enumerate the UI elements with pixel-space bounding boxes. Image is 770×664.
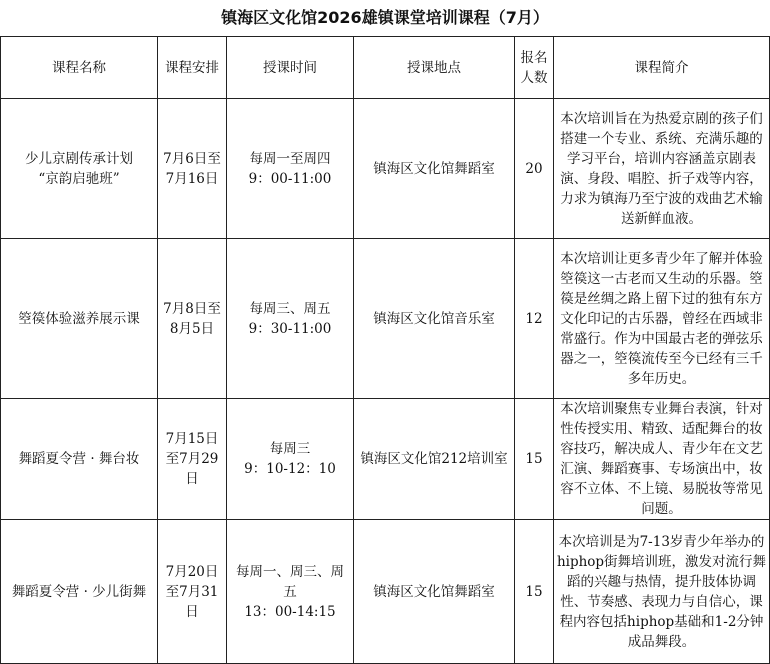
course-name-line: 少儿京剧传承计划 [25, 150, 133, 167]
table-row [1, 520, 770, 664]
header-enrollment [515, 37, 554, 99]
schedule-line: 7月16日 [165, 170, 219, 187]
location-cell: 镇海区文化馆212培训室 [354, 399, 515, 520]
schedule-line: 7月20日 [165, 563, 219, 580]
schedule-line: 7月6日至 [163, 150, 221, 167]
table-row [1, 239, 770, 399]
enrollment-cell: 20 [515, 99, 554, 239]
course-name-cell [1, 520, 158, 664]
table-header-row [1, 37, 770, 99]
intro-cell: 本次培训旨在为热爱京剧的孩子们搭建一个专业、系统、充满乐趣的学习平台，培训内容涵盖京剧表演、身段、唱腔、折子戏等内容，力求为镇海乃至宁波的戏曲艺术输送新鲜血液。 [554, 99, 770, 239]
schedule-line: 7月8日至 [163, 300, 221, 317]
schedule-line: 8月5日 [169, 320, 215, 337]
time-line: 9：30-11:00 [248, 320, 332, 337]
schedule-line: 7月15日 [165, 431, 219, 447]
time-line: 9：10-12：10 [244, 461, 336, 477]
time-line: 9：00-11:00 [248, 170, 332, 187]
header-schedule: 课程安排 [158, 37, 227, 99]
schedule-cell [158, 399, 227, 520]
course-name-line: 箜篌体验滋养展示课 [18, 310, 140, 327]
schedule-cell [158, 520, 227, 664]
time-line: 每周一、周三、周 [236, 563, 344, 580]
time-cell [227, 239, 354, 399]
time-line: 13：00-14:15 [244, 603, 336, 620]
time-line: 每周三、周五 [249, 300, 331, 317]
location-cell: 镇海区文化馆音乐室 [354, 239, 515, 399]
course-name-line: “京韵启驰班” [38, 170, 120, 187]
course-table [0, 36, 770, 664]
schedule-cell [158, 239, 227, 399]
schedule-line: 日 [185, 603, 199, 620]
intro-cell: 本次培训聚焦专业舞台表演，针对性传授实用、精致、适配舞台的妆容技巧，解决成人、青少年在文艺汇演、舞蹈赛事、专场演出中，妆容不立体、不上镜、易脱妆等常见问题。 [554, 399, 770, 520]
schedule-line: 日 [185, 471, 199, 487]
schedule-line: 至7月31 [165, 583, 219, 600]
enrollment-cell: 15 [515, 399, 554, 520]
time-cell [227, 520, 354, 664]
time-cell [227, 399, 354, 520]
time-line: 每周一至周四 [249, 150, 331, 167]
course-name-cell [1, 99, 158, 239]
course-name-cell [1, 399, 158, 520]
header-course-name: 课程名称 [1, 37, 158, 99]
time-line: 每周三 [269, 441, 311, 457]
course-name-line: 舞蹈夏令营 · 少儿街舞 [11, 583, 147, 600]
enrollment-cell: 12 [515, 239, 554, 399]
enrollment-cell: 15 [515, 520, 554, 664]
table-row [1, 99, 770, 239]
intro-cell: 本次培训是为7-13岁青少年举办的hiphop街舞培训班，激发对流行舞蹈的兴趣与热情，提升肢体协调性、节奏感、表现力与自信心，课程内容包括hiphop基础和1-2分钟成品舞段。 [554, 520, 770, 664]
schedule-cell [158, 99, 227, 239]
time-line: 五 [283, 583, 297, 600]
page-title: 镇海区文化馆2026雄镇课堂培训课程（7月） [221, 8, 549, 27]
location-cell: 镇海区文化馆舞蹈室 [354, 520, 515, 664]
location-cell: 镇海区文化馆舞蹈室 [354, 99, 515, 239]
header-location: 授课地点 [354, 37, 515, 99]
header-enrollment-line1: 报名 [520, 49, 548, 66]
header-time: 授课时间 [227, 37, 354, 99]
header-enrollment-line2: 人数 [520, 69, 548, 86]
header-intro: 课程简介 [554, 37, 770, 99]
table-row [1, 399, 770, 520]
course-name-line: 舞蹈夏令营 · 舞台妆 [18, 451, 140, 467]
schedule-line: 至7月29 [165, 451, 219, 467]
time-cell [227, 99, 354, 239]
intro-cell: 本次培训让更多青少年了解并体验箜篌这一古老而又生动的乐器。箜篌是丝绸之路上留下过的独有东方文化印记的古乐器，曾经在西域非常盛行。作为中国最古老的弹弦乐器之一，箜篌流传至今已经有三千多年历史。 [554, 239, 770, 399]
course-name-cell [1, 239, 158, 399]
